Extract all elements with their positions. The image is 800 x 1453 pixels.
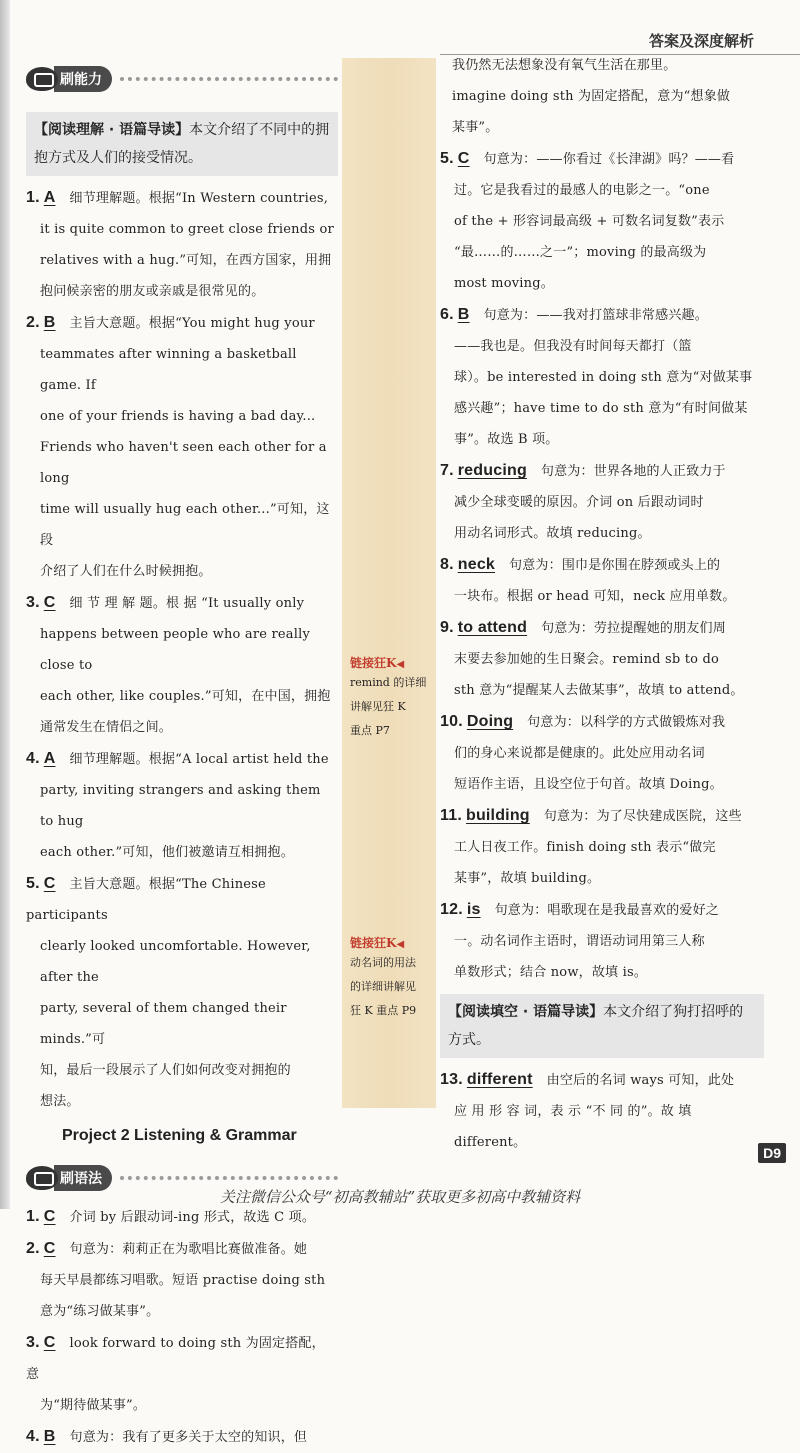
item-number: 11. — [440, 807, 462, 824]
item-number: 5. — [440, 150, 454, 167]
explanation-text: teammates after winning a basketball game. If — [40, 347, 297, 393]
answer-key: B — [43, 314, 56, 331]
answer-line — [26, 1390, 338, 1421]
section-label: 刷能力 — [54, 66, 112, 92]
explanation-text: 想法。 — [40, 1094, 80, 1109]
answer-key: C — [43, 1208, 56, 1225]
text-line: 狂 K 重点 P9 — [350, 1004, 417, 1017]
answer-item — [440, 143, 764, 299]
arrow-left-icon: ◀ — [396, 939, 405, 950]
explanation-text: 介词 by 后跟动词-ing 形式，故选 C 项。 — [69, 1210, 316, 1225]
item-number: 2. — [26, 1240, 40, 1257]
answer-line — [440, 738, 764, 769]
arrow-left-icon: ◀ — [396, 659, 405, 670]
answer-key: reducing — [457, 462, 527, 479]
explanation-text: 一块布。根据 or head 可知，neck 应用单数。 — [454, 589, 736, 604]
text-line: remind 的详细 — [350, 676, 427, 689]
dotted-divider — [120, 1176, 338, 1180]
explanation-text: 细节理解题。根据“In Western countries, — [69, 191, 329, 206]
answer-line — [440, 175, 764, 206]
explanation-text: relatives with a hug.”可知，在西方国家，用拥 — [40, 253, 332, 268]
answer-item — [26, 1421, 338, 1453]
explanation-text: Friends who haven't seen each other for a long — [40, 440, 327, 486]
explanation-text: 一。动名词作主语时，谓语动词用第三人称 — [454, 934, 705, 949]
answer-line — [440, 832, 764, 863]
answer-line — [26, 245, 338, 276]
answer-key: is — [466, 901, 481, 918]
answer-line — [26, 619, 338, 681]
explanation-text: 句意为：以科学的方式做锻炼对我 — [527, 715, 726, 730]
explanation-text: 句意为：莉莉正在为歌唱比赛做准备。她 — [69, 1242, 308, 1257]
answer-key: C — [43, 1334, 56, 1351]
banner-heading: 【阅读理解 · 语篇导读】 — [34, 122, 190, 138]
answer-item — [26, 587, 338, 743]
answer-line — [26, 432, 338, 494]
answer-line — [26, 837, 338, 868]
answer-line — [26, 775, 338, 837]
answer-line — [440, 143, 764, 175]
answer-line — [26, 494, 338, 556]
answer-line — [440, 800, 764, 832]
banner-text: 本文介绍了不同中的拥抱方式及人们的接受情况。 — [34, 122, 330, 166]
answer-key: C — [43, 594, 56, 611]
text-line: 我仍然无法想象没有氧气生活在那里。 — [452, 58, 677, 73]
answer-line — [440, 863, 764, 894]
explanation-text: 主旨大意题。根据“You might hug your — [69, 316, 315, 331]
explanation-text: 短语作主语，且设空位于句首。故填 Doing。 — [454, 777, 723, 792]
explanation-text: 细节理解题。根据“A local artist held the — [69, 752, 329, 767]
page-edge — [0, 0, 10, 1209]
answer-list — [440, 143, 764, 988]
answer-key: to attend — [457, 619, 528, 636]
explanation-text: 某事”，故填 building。 — [454, 871, 601, 886]
explanation-text: of the + 形容词最高级 + 可数名词复数”表示 — [454, 214, 725, 229]
section-label: 刷语法 — [54, 1165, 112, 1191]
explanation-text: party, several of them changed their minds.”可 — [40, 1001, 287, 1047]
answer-line — [440, 675, 764, 706]
answer-line — [26, 712, 338, 743]
right-column — [440, 50, 764, 1158]
explanation-text: different。 — [454, 1135, 527, 1150]
answer-item — [440, 455, 764, 549]
answer-line — [440, 706, 764, 738]
answer-line — [440, 331, 764, 362]
explanation-text: 介绍了人们在什么时候拥抱。 — [40, 564, 212, 579]
answer-line — [440, 362, 764, 393]
answer-line — [440, 455, 764, 487]
answer-line — [440, 926, 764, 957]
margin-note-remind — [350, 652, 436, 743]
explanation-text: 句意为：——你看过《长津湖》吗？——看 — [483, 152, 735, 167]
answer-line — [26, 1327, 338, 1390]
header-title: 答案及深度解析 — [648, 32, 754, 50]
answer-key: B — [457, 306, 470, 323]
answer-line — [440, 299, 764, 331]
footer-text: 关注微信公众号“初高教辅站”获取更多初高中教辅资料 — [219, 1188, 581, 1206]
text-line: 讲解见狂 K — [350, 700, 406, 713]
answer-line — [440, 1096, 764, 1127]
note-text — [350, 951, 436, 1023]
answer-line — [26, 993, 338, 1055]
explanation-text: 过。它是我看过的最感人的电影之一。“one — [454, 183, 710, 198]
explanation-text: it is quite common to greet close friends or — [40, 222, 334, 237]
explanation-text: 应 用 形 容 词，表 示 “不 同 的”。故 填 — [454, 1104, 692, 1119]
answer-line — [440, 894, 764, 926]
explanation-text: 句意为：我有了更多关于太空的知识，但 — [69, 1430, 308, 1445]
explanation-text: party, inviting strangers and asking them to hug — [40, 783, 321, 829]
item-number: 1. — [26, 1208, 40, 1225]
answer-line — [440, 1064, 764, 1096]
answer-item — [440, 706, 764, 800]
explanation-text: look forward to doing sth 为固定搭配，意 — [26, 1336, 325, 1382]
explanation-text: 球）。be interested in doing sth 意为“对做某事 — [454, 370, 753, 385]
explanation-text: 由空后的名词 ways 可知，此处 — [546, 1073, 735, 1088]
banner-text: 本文介绍了狗打招呼的方式。 — [448, 1004, 744, 1048]
text-line: imagine doing sth 为固定搭配，意为“想象做 — [452, 89, 731, 104]
answer-item — [26, 743, 338, 868]
answer-line — [440, 424, 764, 455]
answer-line — [26, 1086, 338, 1117]
text-line: 某事”。 — [452, 120, 499, 135]
link-tag: 链接狂K — [350, 656, 397, 670]
answer-line — [440, 1127, 764, 1158]
answer-line — [440, 268, 764, 299]
page-number: D9 — [758, 1143, 786, 1163]
answer-line — [440, 518, 764, 549]
answer-line — [26, 556, 338, 587]
answer-line — [440, 549, 764, 581]
explanation-text: most moving。 — [454, 276, 554, 291]
explanation-text: one of your friends is having a bad day... — [40, 409, 316, 424]
explanation-text: 每天早晨都练习唱歌。短语 practise doing sth — [40, 1273, 326, 1288]
item-number: 2. — [26, 314, 40, 331]
answer-line — [440, 612, 764, 644]
explanation-text: happens between people who are really close to — [40, 627, 311, 673]
explanation-text: 意为“练习做某事”。 — [40, 1304, 160, 1319]
answer-line — [26, 931, 338, 993]
answer-line — [440, 644, 764, 675]
explanation-text: 单数形式；结合 now，故填 is。 — [454, 965, 648, 980]
margin-note-gerund — [350, 932, 436, 1023]
item-number: 8. — [440, 556, 454, 573]
answer-item — [440, 1064, 764, 1158]
banner-heading: 【阅读填空 · 语篇导读】 — [448, 1004, 604, 1020]
text-line: 重点 P7 — [350, 724, 390, 737]
answer-item — [26, 182, 338, 307]
explanation-text: 为“期待做某事”。 — [40, 1398, 147, 1413]
answer-list — [26, 1201, 338, 1453]
item-number: 10. — [440, 713, 463, 730]
note-text — [350, 671, 436, 743]
explanation-text: 句意为：世界各地的人正致力于 — [540, 464, 726, 479]
answer-line — [440, 769, 764, 800]
answer-item — [26, 1233, 338, 1327]
answer-item — [440, 299, 764, 455]
explanation-text: 事”。故选 B 项。 — [454, 432, 559, 447]
explanation-text: clearly looked uncomfortable. However, after the — [40, 939, 311, 985]
answer-item — [26, 307, 338, 587]
explanation-text: 主旨大意题。根据“The Chinese participants — [26, 877, 266, 923]
answer-key: different — [466, 1071, 533, 1088]
project-title: Project 2 Listening & Grammar — [62, 1127, 297, 1144]
explanation-text: ——我也是。但我没有时间每天都打（篮 — [454, 339, 692, 354]
answer-key: C — [43, 1240, 56, 1257]
explanation-text: each other.”可知，他们被邀请互相拥抱。 — [40, 845, 294, 860]
explanation-text: 减少全球变暖的原因。介词 on 后跟动词时 — [454, 495, 704, 510]
book-icon — [26, 67, 58, 91]
explanation-text: 感兴趣”；have time to do sth 意为“有时间做某 — [454, 401, 748, 416]
answer-line — [440, 487, 764, 518]
answer-key: building — [465, 807, 530, 824]
item-number: 9. — [440, 619, 454, 636]
answer-line — [26, 401, 338, 432]
answer-key: Doing — [466, 713, 514, 730]
answer-line — [440, 581, 764, 612]
answer-line — [26, 182, 338, 214]
explanation-text: time will usually hug each other...”可知，这段 — [40, 502, 330, 548]
answer-item — [440, 612, 764, 706]
explanation-text: 知，最后一段展示了人们如何改变对拥抱的 — [40, 1063, 291, 1078]
answer-line — [440, 206, 764, 237]
answer-line — [26, 743, 338, 775]
cloze-intro-banner — [440, 994, 764, 1058]
item-number: 7. — [440, 462, 454, 479]
answer-list — [440, 1064, 764, 1158]
answer-line — [26, 307, 338, 339]
answer-key: C — [457, 150, 470, 167]
item-number: 1. — [26, 189, 40, 206]
answer-line — [26, 214, 338, 245]
text-line: 的详细讲解见 — [350, 980, 416, 993]
answer-key: A — [43, 189, 56, 206]
answer-line — [26, 276, 338, 307]
item-number: 13. — [440, 1071, 463, 1088]
continued-text — [440, 50, 764, 143]
answer-item — [440, 549, 764, 612]
answer-item — [440, 800, 764, 894]
answer-line — [26, 868, 338, 931]
explanation-text: each other, like couples.”可知，在中国，拥抱 — [40, 689, 331, 704]
explanation-text: 句意为：——我对打篮球非常感兴趣。 — [483, 308, 708, 323]
link-tag: 链接狂K — [350, 936, 397, 950]
explanation-text: 用动名词形式。故填 reducing。 — [454, 526, 651, 541]
left-column — [26, 64, 338, 1453]
item-number: 4. — [26, 1428, 40, 1445]
item-number: 5. — [26, 875, 40, 892]
explanation-text: 句意为：为了尽快建成医院，这些 — [543, 809, 742, 824]
answer-key: A — [43, 750, 56, 767]
answer-item — [440, 894, 764, 988]
answer-key: B — [43, 1428, 56, 1445]
answer-item — [26, 868, 338, 1117]
item-number: 3. — [26, 1334, 40, 1351]
explanation-text: 句意为：围巾是你围在脖颈或头上的 — [509, 558, 721, 573]
answer-line — [26, 681, 338, 712]
answer-key: neck — [457, 556, 496, 573]
answer-line — [26, 1055, 338, 1086]
answer-line — [440, 957, 764, 988]
answer-line — [440, 393, 764, 424]
answer-line — [26, 1265, 338, 1296]
explanation-text: 末要去参加她的生日聚会。remind sb to do — [454, 652, 720, 667]
explanation-text: 抱问候亲密的朋友或亲戚是很常见的。 — [40, 284, 265, 299]
answer-line — [26, 1296, 338, 1327]
answer-item — [26, 1327, 338, 1421]
text-line: 动名词的用法 — [350, 956, 416, 969]
answer-line — [26, 587, 338, 619]
answer-line — [440, 237, 764, 268]
explanation-text: 工人日夜工作。finish doing sth 表示“做完 — [454, 840, 716, 855]
section-tag-shua-nengli — [26, 64, 338, 94]
answer-list — [26, 182, 338, 1117]
item-number: 4. — [26, 750, 40, 767]
answer-line — [26, 339, 338, 401]
reading-intro-banner — [26, 112, 338, 176]
dotted-divider — [120, 77, 338, 81]
explanation-text: “最……的……之一”；moving 的最高级为 — [454, 245, 707, 260]
answer-line — [26, 1421, 338, 1453]
explanation-text: 们的身心来说都是健康的。此处应用动名词 — [454, 746, 705, 761]
explanation-text: 句意为：劳拉提醒她的朋友们周 — [541, 621, 726, 636]
explanation-text: 细 节 理 解 题。根 据 “It usually only — [69, 596, 305, 611]
item-number: 6. — [440, 306, 454, 323]
explanation-text: sth 意为“提醒某人去做某事”，故填 to attend。 — [454, 683, 744, 698]
answer-key: C — [43, 875, 56, 892]
answer-line — [26, 1233, 338, 1265]
explanation-text: 通常发生在情侣之间。 — [40, 720, 173, 735]
item-number: 12. — [440, 901, 463, 918]
item-number: 3. — [26, 594, 40, 611]
explanation-text: 句意为：唱歌现在是我最喜欢的爱好之 — [494, 903, 719, 918]
